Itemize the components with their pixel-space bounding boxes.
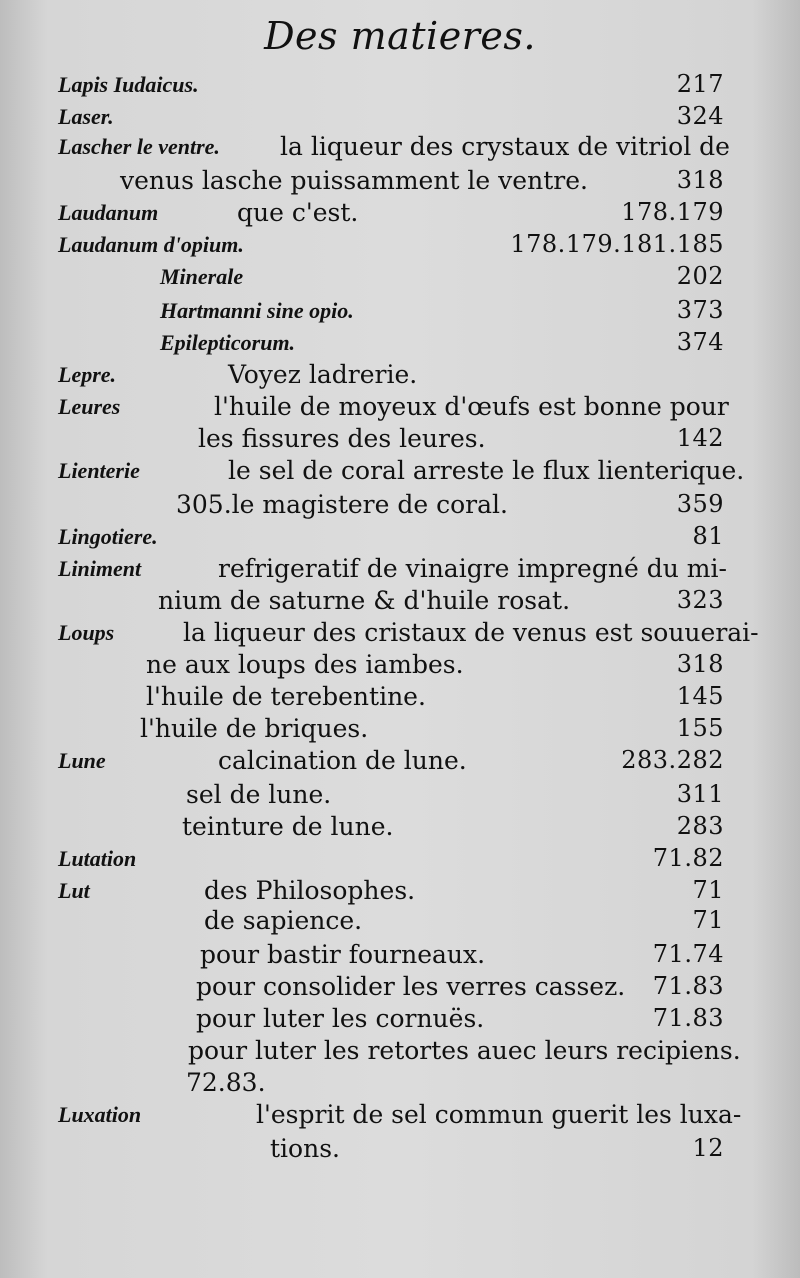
index-entry: [0, 522, 800, 556]
index-entry-continuation: [0, 1134, 800, 1168]
entry-text: sel de lune.: [186, 780, 332, 809]
entry-text: nium de saturne & d'huile rosat.: [158, 586, 571, 615]
index-entry: [0, 618, 800, 652]
index-entry: [0, 844, 800, 878]
page-number: 71.83: [652, 972, 724, 1000]
entry-term: Lapis Iudaicus.: [58, 72, 199, 97]
page-title: Des matieres.: [264, 14, 536, 58]
page-number: 324: [676, 102, 724, 130]
index-subentry: [0, 780, 800, 814]
entry-text: de sapience.: [204, 906, 363, 935]
entry-text: l'huile de briques.: [140, 714, 369, 743]
page-number: 178.179: [621, 198, 724, 226]
index-entry: [0, 746, 800, 780]
entry-text: venus lasche puissamment le ventre.: [120, 166, 588, 195]
entry-term: Lune: [58, 748, 106, 773]
page-number: 202: [676, 262, 724, 290]
index-entry: [0, 198, 800, 232]
entry-text: tions.: [270, 1134, 340, 1163]
index-entry: [0, 456, 800, 490]
entry-term: Leures: [58, 394, 121, 419]
index-subentry: [0, 682, 800, 716]
entry-term: Lut: [58, 878, 90, 903]
index-entry: [0, 1100, 800, 1134]
index-entry: [0, 102, 800, 136]
index-entry: [0, 230, 800, 264]
entry-term: Laudanum: [58, 200, 159, 225]
page-number: 72.83.: [186, 1068, 266, 1097]
entry-term: Lingotiere.: [58, 524, 158, 549]
entry-text: la liqueur des crystaux de vitriol de: [280, 132, 730, 161]
page-number: 71.74: [652, 940, 724, 968]
entry-text: pour bastir fourneaux.: [200, 940, 486, 969]
entry-text: des Philosophes.: [204, 876, 416, 905]
entry-text: calcination de lune.: [218, 746, 467, 775]
entry-term: Lepre.: [58, 362, 117, 387]
entry-text: teinture de lune.: [182, 812, 394, 841]
page-number: 71: [692, 906, 724, 934]
index-subentry: [0, 262, 800, 296]
page-number: 12: [692, 1134, 724, 1162]
index-subentry: [0, 812, 800, 846]
entry-text: ne aux loups des iambes.: [146, 650, 464, 679]
index-subentry: [0, 940, 800, 974]
index-entry-continuation: [0, 1068, 800, 1102]
index-subentry: [0, 906, 800, 940]
page-number: 142: [676, 424, 724, 452]
subentry-term: Hartmanni sine opio.: [160, 298, 354, 323]
entry-term: Laser.: [58, 104, 114, 129]
page-number: 71.82: [652, 844, 724, 872]
index-entry: [0, 554, 800, 588]
index-subentry: [0, 1004, 800, 1038]
entry-text: l'huile de moyeux d'œufs est bonne pour: [214, 392, 729, 421]
entry-term: Liniment: [58, 556, 142, 581]
entry-term: Lutation: [58, 846, 137, 871]
index-subentry: [0, 296, 800, 330]
page-number: 311: [676, 780, 724, 808]
page-number: 318: [676, 650, 724, 678]
page-number: 283: [676, 812, 724, 840]
subentry-term: Minerale: [160, 264, 244, 289]
index-entry: [0, 70, 800, 104]
index-entry-continuation: [0, 424, 800, 458]
index-entry-continuation: [0, 166, 800, 200]
entry-term: Lascher le ventre.: [58, 134, 220, 159]
entry-text: Voyez ladrerie.: [228, 360, 418, 389]
entry-text: pour consolider les verres cassez.: [196, 972, 626, 1001]
index-entry-continuation: [0, 490, 800, 524]
entry-text: la liqueur des cristaux de venus est souuerai-: [183, 618, 759, 647]
entry-term: Lienterie: [58, 458, 140, 483]
entry-term: Laudanum d'opium.: [58, 232, 244, 257]
page-number: 81: [692, 522, 724, 550]
index-subentry: [0, 328, 800, 362]
index-entry-continuation: [0, 586, 800, 620]
entry-text: l'huile de terebentine.: [146, 682, 426, 711]
page-number: 217: [676, 70, 724, 98]
index-entry-continuation: [0, 650, 800, 684]
page-number: 359: [676, 490, 724, 518]
index-subentry: [0, 1036, 800, 1070]
page-number: 145: [676, 682, 724, 710]
entry-text: l'esprit de sel commun guerit les luxa-: [256, 1100, 742, 1129]
page-number: 374: [676, 328, 724, 356]
entry-text: 305.le magistere de coral.: [176, 490, 508, 519]
page-number: 155: [676, 714, 724, 742]
index-subentry: [0, 972, 800, 1006]
page-number: 323: [676, 586, 724, 614]
index-subentry: [0, 714, 800, 748]
entry-text: pour luter les cornuës.: [196, 1004, 485, 1033]
entry-term: Loups: [58, 620, 115, 645]
index-entry: [0, 392, 800, 426]
entry-text: le sel de coral arreste le flux lienterique.: [228, 456, 745, 485]
entry-text: que c'est.: [237, 198, 359, 227]
index-entry: [0, 360, 800, 394]
subentry-term: Epilepticorum.: [160, 330, 296, 355]
page-number: 178.179.181.185: [510, 230, 724, 258]
index-entry: [0, 132, 800, 166]
entry-text: les fissures des leures.: [198, 424, 486, 453]
page-number: 318: [676, 166, 724, 194]
entry-term: Luxation: [58, 1102, 142, 1127]
entry-text: pour luter les retortes auec leurs recipiens.: [188, 1036, 741, 1065]
page-number: 71: [692, 876, 724, 904]
page-number: 283.282: [621, 746, 724, 774]
page-number: 373: [676, 296, 724, 324]
index-entry: [0, 876, 800, 910]
page-number: 71.83: [652, 1004, 724, 1032]
entry-text: refrigeratif de vinaigre impregné du mi-: [218, 554, 727, 583]
